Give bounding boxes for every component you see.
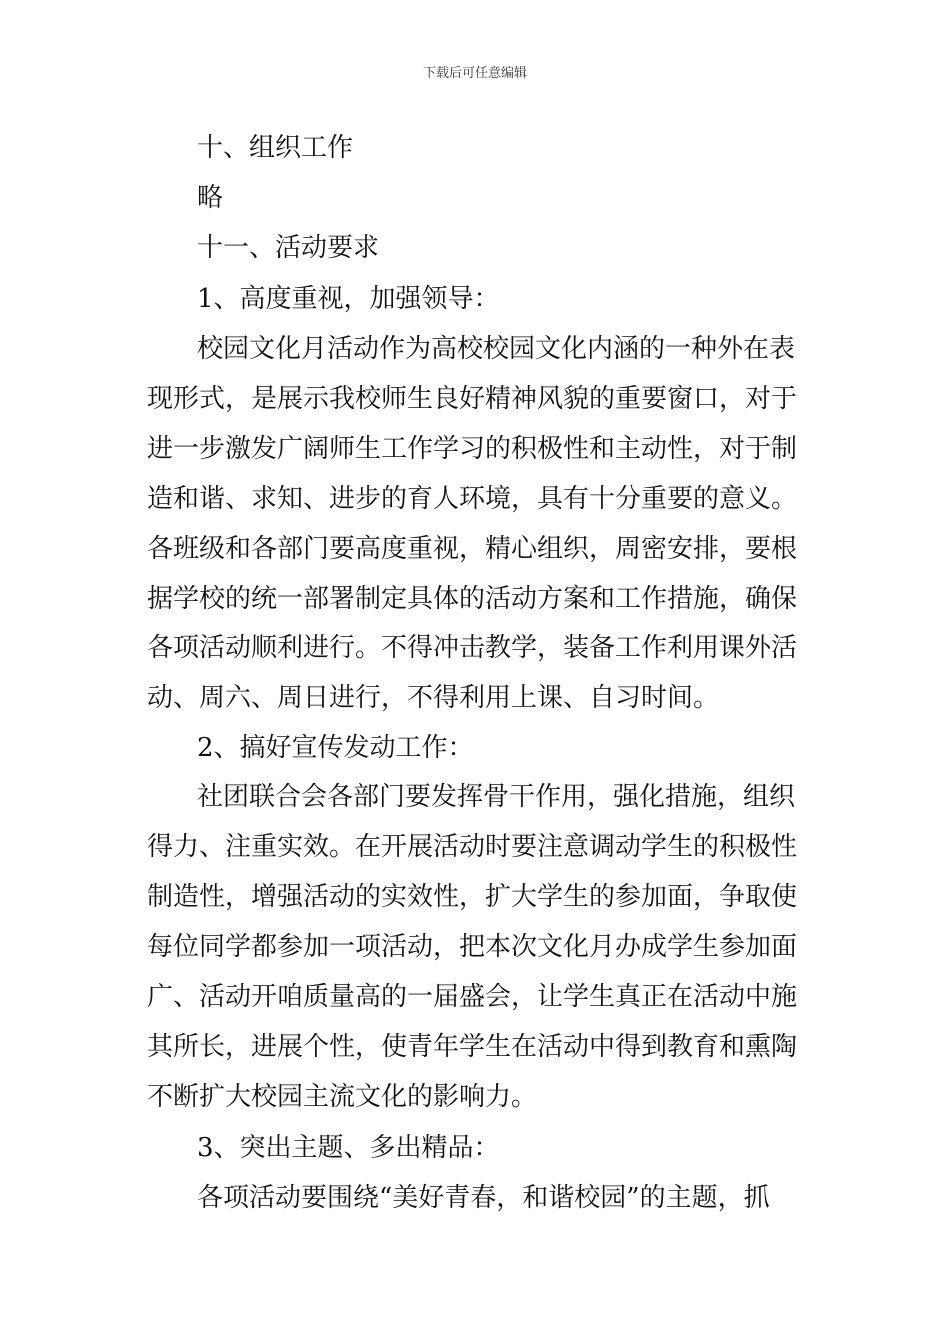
paragraph-line: 据学校的统一部署制定具体的活动方案和工作措施，确保 <box>147 584 798 614</box>
section-heading-10: 十、组织工作 <box>197 133 354 163</box>
paragraph-line: 略 <box>197 183 224 213</box>
paragraph-line: 进一步激发广阔师生工作学习的积极性和主动性，对于制 <box>147 434 798 464</box>
paragraph-line: 各项活动要围绕“美好青春，和谐校园”的主题，抓 <box>197 1183 770 1213</box>
paragraph-line: 造和谐、求知、进步的育人环境，具有十分重要的意义。 <box>147 484 798 514</box>
paragraph-line: 广、活动开咱质量高的一届盛会，让学生真正在活动中施 <box>147 982 798 1012</box>
page-header: 下载后可任意编辑 <box>422 66 527 81</box>
paragraph-line: 各班级和各部门要高度重视，精心组织，周密安排，要根 <box>147 534 798 564</box>
subheading-3: 3、突出主题、多出精品： <box>197 1133 500 1163</box>
paragraph-line: 每位同学都参加一项活动，把本次文化月办成学生参加面 <box>147 932 798 962</box>
paragraph-line: 动、周六、周日进行，不得利用上课、自习时间。 <box>147 683 720 713</box>
subheading-1: 1、高度重视，加强领导： <box>197 284 500 314</box>
subheading-2: 2、搞好宣传发动工作： <box>197 733 474 763</box>
paragraph-line: 其所长，进展个性，使青年学生在活动中得到教育和熏陶 <box>147 1032 798 1062</box>
paragraph-line: 各项活动顺利进行。不得冲击教学，装备工作利用课外活 <box>147 633 798 663</box>
paragraph-line: 现形式，是展示我校师生良好精神风貌的重要窗口，对于 <box>147 384 798 414</box>
section-heading-11: 十一、活动要求 <box>197 233 380 263</box>
paragraph-line: 不断扩大校园主流文化的影响力。 <box>147 1082 538 1112</box>
paragraph-line: 校园文化月活动作为高校校园文化内涵的一种外在表 <box>197 334 796 364</box>
paragraph-line: 得力、注重实效。在开展活动时要注意调动学生的积极性 <box>147 832 798 862</box>
paragraph-line: 制造性，增强活动的实效性，扩大学生的参加面，争取使 <box>147 882 798 912</box>
paragraph-line: 社团联合会各部门要发挥骨干作用，强化措施，组织 <box>197 782 796 812</box>
